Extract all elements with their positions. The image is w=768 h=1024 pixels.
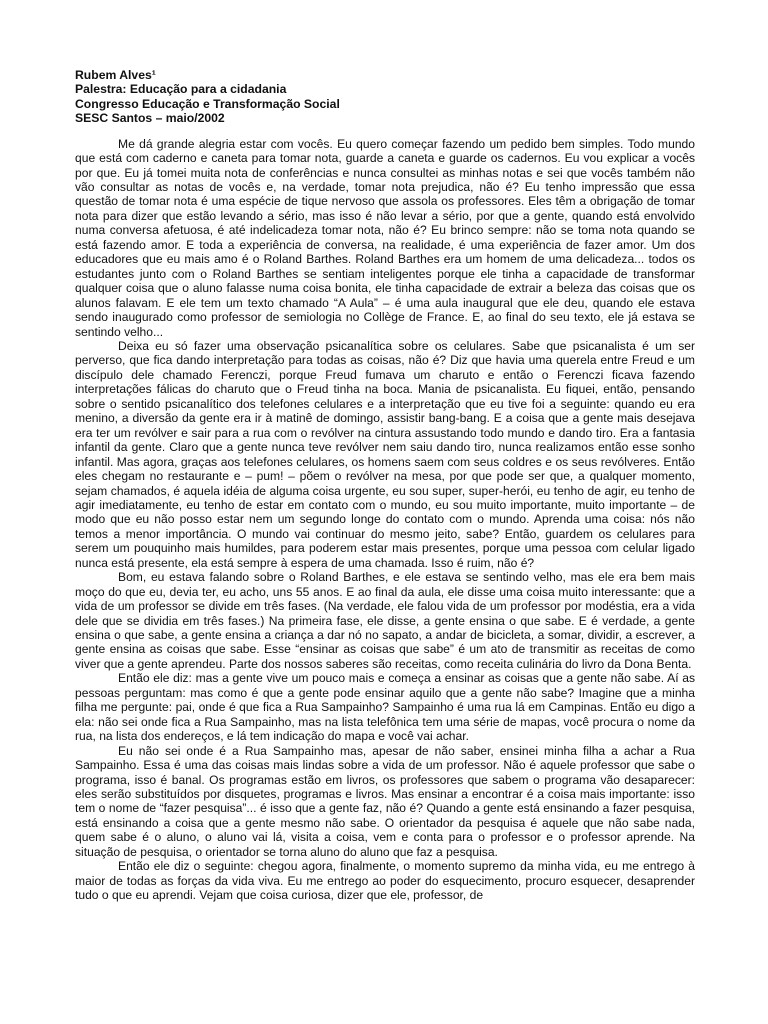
document-header xyxy=(75,68,695,126)
paragraph: Deixa eu só fazer uma observação psicanalítica sobre os celulares. Sabe que psicanalista é um ser perverso, que fica dando interpretação para todas as coisas, não é? Diz que havia uma querela entre Freud e um discípulo dele chamado Ferenczi, porque Freud fumava um charuto e então o Ferenczi ficava fazendo interpretações fálicas do charuto que o Freud tinha na boca. Mania de psicanalista. Eu fiquei, então, pensando sobre o sentido psicanalítico dos telefones celulares e a interpretação que eu tive foi a seguinte: quando eu era menino, a diversão da gente era ir à matinê de domingo, assistir bang-bang. E a coisa que a gente mais desejava era ter um revólver e sair para a rua com o revólver na cintura assustando todo mundo e dando tiro. Era a fantasia infantil da gente. Claro que a gente nunca teve revólver nem saiu dando tiro, nunca realizamos então esse sonho infantil. Mas agora, graças aos telefones celulares, os homens saem com seus coldres e os seus revólveres. Então eles chegam no restaurante e – pum! – põem o revólver na mesa, por que pode ser que, a qualquer momento, sejam chamados, é aquela idéia de alguma coisa urgente, eu sou super, super-herói, eu tenho de agir, eu tenho de agir imediatamente, eu tenho de estar em contato com o mundo, eu sou muito importante, muito importante – de modo que eu não posso estar nem um segundo longe do contato com o mundo. Aprenda uma coisa: nós não temos a menor importância. O mundo vai continuar do mesmo jeito, sabe? Então, guardem os celulares para serem um pouquinho mais humildes, para poderem estar mais presentes, porque uma pessoa com celular ligado nunca está presente, ela está sempre à espera de uma chamada. Isso é ruim, não é? xyxy=(75,338,695,570)
congress-name: Congresso Educação e Transformação Social xyxy=(75,96,340,111)
document-page xyxy=(75,68,695,903)
paragraph: Me dá grande alegria estar com vocês. Eu quero começar fazendo um pedido bem simples. Todo mundo que está com caderno e caneta para tomar nota, guarde a caneta e guarde os cadernos. Eu vou explicar a vocês por que. Eu já tomei muita nota de conferências e nunca consultei as minhas notas e sei que vocês também não vão consultar as notas de vocês e, na verdade, tomar nota prejudica, não é? Eu tenho impressão que essa questão de tomar nota é uma espécie de tique nervoso que assola os professores. Eles têm a obrigação de tomar nota para dizer que estão levando a sério, mas isso é não levar a sério, por que a gente, quando está envolvido numa conversa afetuosa, é até indelicadeza tomar nota, não é? Eu brinco sempre: não se toma nota quando se está fazendo amor. E toda a experiência de conversa, na realidade, é uma experiência de fazer amor. Um dos educadores que eu mais amo é o Roland Barthes. Roland Barthes era um homem de uma delicadeza... todos os estudantes junto com o Roland Barthes se sentiam inteligentes porque ele tinha a capacidade de transformar qualquer coisa que o aluno falasse numa coisa bonita, ele tinha capacidade de extrair a beleza das coisas que os alunos falavam. E ele tem um texto chamado “A Aula” – é uma aula inaugural que ele deu, quando ele estava sendo inaugurado como professor de semiologia no Collège de France. E, ao final do seu texto, ele já estava se sentindo velho... xyxy=(75,136,695,339)
document-body xyxy=(75,137,695,903)
paragraph: Então ele diz: mas a gente vive um pouco mais e começa a ensinar as coisas que a gente não sabe. Aí as pessoas perguntam: mas como é que a gente pode ensinar aquilo que a gente não sabe? Imagine que a minha filha me pergunte: pai, onde é que fica a Rua Sampainho? Sampainho é uma rua lá em Campinas. Então eu digo a ela: não sei onde fica a Rua Sampainho, mas na lista telefônica tem uma série de mapas, você procura o nome da rua, na lista dos endereços, e lá tem indicação do mapa e você vai achar. xyxy=(75,671,695,744)
venue-date: SESC Santos – maio/2002 xyxy=(75,111,225,126)
paragraph: Bom, eu estava falando sobre o Roland Barthes, e ele estava se sentindo velho, mas ele era bem mais moço do que eu, devia ter, eu acho, uns 55 anos. E ao final da aula, ele disse uma coisa muito interessante: que a vida de um professor se divide em três fases. (Na verdade, ele falou vida de um professor por modéstia, era a vida dele que se dividia em três fases.) Na primeira fase, ele disse, a gente ensina o que sabe. E é verdade, a gente ensina o que sabe, a gente ensina a criança a dar nó no sapato, a andar de bicicleta, a somar, dividir, a escrever, a gente ensina as coisas que sabe. Esse “ensinar as coisas que sabe” é um ato de transmitir as receitas de como viver que a gente aprendeu. Parte dos nossos saberes são receitas, como receita culinária do livro da Dona Benta. xyxy=(75,570,695,671)
lecture-title: Palestra: Educação para a cidadania xyxy=(75,82,287,97)
author-name: Rubem Alves¹ xyxy=(75,68,156,82)
paragraph: Então ele diz o seguinte: chegou agora, finalmente, o momento supremo da minha vida, eu me entrego à maior de todas as forças da vida viva. Eu me entrego ao poder do esquecimento, procuro esquecer, desaprender tudo o que eu aprendi. Vejam que coisa curiosa, dizer que ele, professor, de xyxy=(75,859,695,903)
paragraph: Eu não sei onde é a Rua Sampainho mas, apesar de não saber, ensinei minha filha a achar a Rua Sampainho. Essa é uma das coisas mais lindas sobre a vida de um professor. Não é aquele professor que sabe o programa, isso é banal. Os programas estão em livros, os professores que sabem o programa vão desaparecer: eles serão substituídos por disquetes, programas e livros. Mas ensinar a encontrar é a coisa mais importante: isso tem o nome de “fazer pesquisa”... é isso que a gente faz, não é? Quando a gente está ensinando a fazer pesquisa, está ensinando a coisa que a gente mesmo não sabe. O orientador da pesquisa é aquele que não sabe nada, quem sabe é o aluno, o aluno vai lá, visita a coisa, vem e conta para o professor e o professor aprende. Na situação de pesquisa, o orientador se torna aluno do aluno que faz a pesquisa. xyxy=(75,743,695,859)
